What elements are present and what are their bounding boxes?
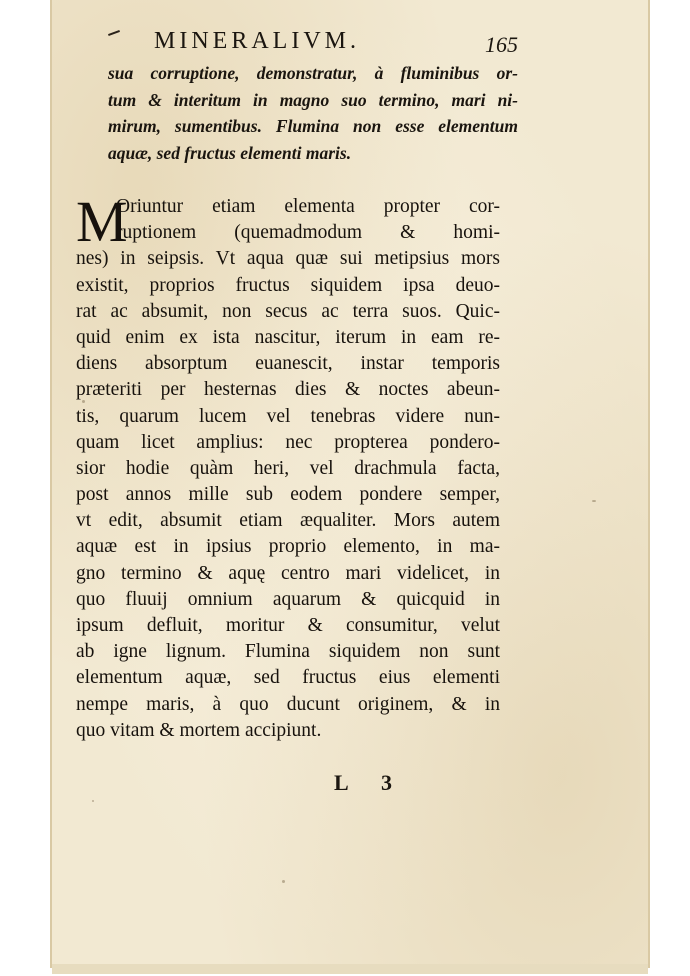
body-line: existit, proprios fructus siquidem ipsa deuo- [76,274,500,296]
body-line: Oriuntur etiam elementa propter cor- [116,196,500,217]
running-title: MINERALIVM. [154,28,360,54]
body-line: nes) in seipsis. Vt aqua quæ sui metipsius mors [76,248,500,270]
paper-speck [592,500,596,502]
chapter-summary [108,60,518,166]
body-line: gno termino & aquę centro mari videlicet, in [76,562,500,584]
signature-mark: L 3 [334,770,406,795]
body-line: quid enim ex ista nascitur, iterum in eam re- [76,326,500,348]
body-line: præteriti per hesternas dies & noctes abeun- [76,379,500,401]
body-line: elementum aquæ, sed fructus eius elementi [76,667,500,689]
body-line: quam licet amplius: nec propterea pondero- [76,431,500,453]
drop-cap: M [76,189,128,254]
body-line: sior hodie quàm heri, vel drachmula facta, [76,457,500,479]
paper-speck [282,880,285,883]
page-header [108,22,518,62]
summary-line: mirum, sumentibus. Flumina non esse elementum [108,116,518,136]
body-line: quo fluuij omnium aquarum & quicquid in [76,588,500,610]
body-line: vt edit, absumit etiam æqualiter. Mors autem [76,510,500,532]
body-line: tis, quarum lucem vel tenebras videre nun- [76,405,500,427]
summary-line: tum & interitum in magno suo termino, mari ni- [108,89,518,110]
paper-speck [92,800,94,802]
body-line: ab igne lignum. Flumina siquidem non sunt [76,641,500,663]
body-line: ipsum defluit, moritur & consumitur, velut [76,615,500,636]
body-line: quo vitam & mortem accipiunt. [76,719,322,741]
body-paragraph [76,189,500,744]
header-dash [108,30,120,36]
body-line: aquæ est in ipsius proprio elemento, in ma- [76,536,500,558]
summary-line: sua corruptione, demonstratur, à fluminibus or- [108,63,518,83]
page-number: 165 [485,32,518,57]
body-line: rat ac absumit, non secus ac terra suos. Quic- [76,300,500,322]
body-line: nempe maris, à quo ducunt originem, & in [76,693,500,715]
summary-line: aquæ, sed fructus elementi maris. [108,142,352,163]
body-line: diens absorptum euanescit, instar temporis [76,353,500,375]
body-line: post annos mille sub eodem pondere semper, [76,484,500,506]
body-line: ruptionem (quemadmodum & homi- [116,222,500,244]
